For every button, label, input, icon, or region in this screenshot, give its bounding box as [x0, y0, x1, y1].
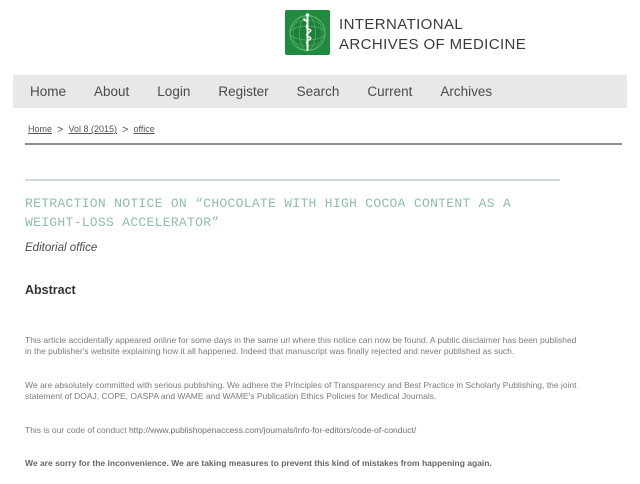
- article-title: RETRACTION NOTICE ON “CHOCOLATE WITH HIGH COCOA CONTENT AS A WEIGHT-LOSS ACCELERATOR”: [25, 196, 512, 230]
- abstract-paragraph-1: This article accidentally appeared online for some days in the same url where this notice can now be found. A public disclaimer has been published in the publisher's website explaining how it all happened. Indeed that manuscript was finally rejected and never published as such.: [25, 335, 577, 356]
- journal-name-line1: INTERNATIONAL: [339, 16, 464, 33]
- breadcrumb-current-page[interactable]: office: [133, 124, 155, 134]
- article-author: Editorial office: [25, 242, 98, 254]
- breadcrumb: [28, 123, 640, 135]
- code-of-conduct-text: This is our code of conduct: [25, 425, 129, 435]
- journal-name-line2: ARCHIVES OF MEDICINE: [339, 36, 527, 53]
- breadcrumb-separator: >: [57, 124, 64, 136]
- breadcrumb-home[interactable]: Home: [28, 124, 53, 134]
- article-top-divider: [25, 179, 560, 181]
- main-navigation: [13, 75, 627, 108]
- nav-item-search[interactable]: Search: [296, 84, 340, 99]
- nav-item-about[interactable]: About: [94, 84, 130, 99]
- abstract-paragraph-3: [25, 425, 583, 436]
- nav-item-register[interactable]: Register: [218, 84, 269, 99]
- code-of-conduct-link[interactable]: http://www.publishopenaccess.com/journals/info-for-editors/code-of-conduct/: [128, 425, 417, 435]
- breadcrumb-volume[interactable]: Vol 8 (2015): [68, 124, 117, 134]
- journal-name: [339, 10, 526, 68]
- nav-item-home[interactable]: Home: [30, 84, 67, 99]
- journal-logo: [285, 10, 330, 55]
- closing-statement: We are sorry for the inconvenience. We are taking measures to prevent this kind of mistakes from happening again.: [25, 458, 492, 468]
- abstract-heading: Abstract: [25, 283, 76, 297]
- breadcrumb-divider: [25, 143, 622, 145]
- journal-header: [285, 10, 640, 68]
- nav-item-archives[interactable]: Archives: [440, 84, 493, 99]
- article-content: [25, 179, 640, 469]
- nav-item-login[interactable]: Login: [157, 84, 191, 99]
- breadcrumb-separator: >: [122, 124, 129, 136]
- abstract-paragraph-2: We are absolutely committed with serious publishing. We adhere the Principles of Transparency and Best Practice in Scholarly Publishing, the joint statement of DOAJ, COPE, OASPA and WAME and WAME's Publication Ethics Policies for Medical Journals.: [25, 380, 577, 401]
- nav-item-current[interactable]: Current: [367, 84, 413, 99]
- asclepius-globe-icon: [285, 10, 330, 55]
